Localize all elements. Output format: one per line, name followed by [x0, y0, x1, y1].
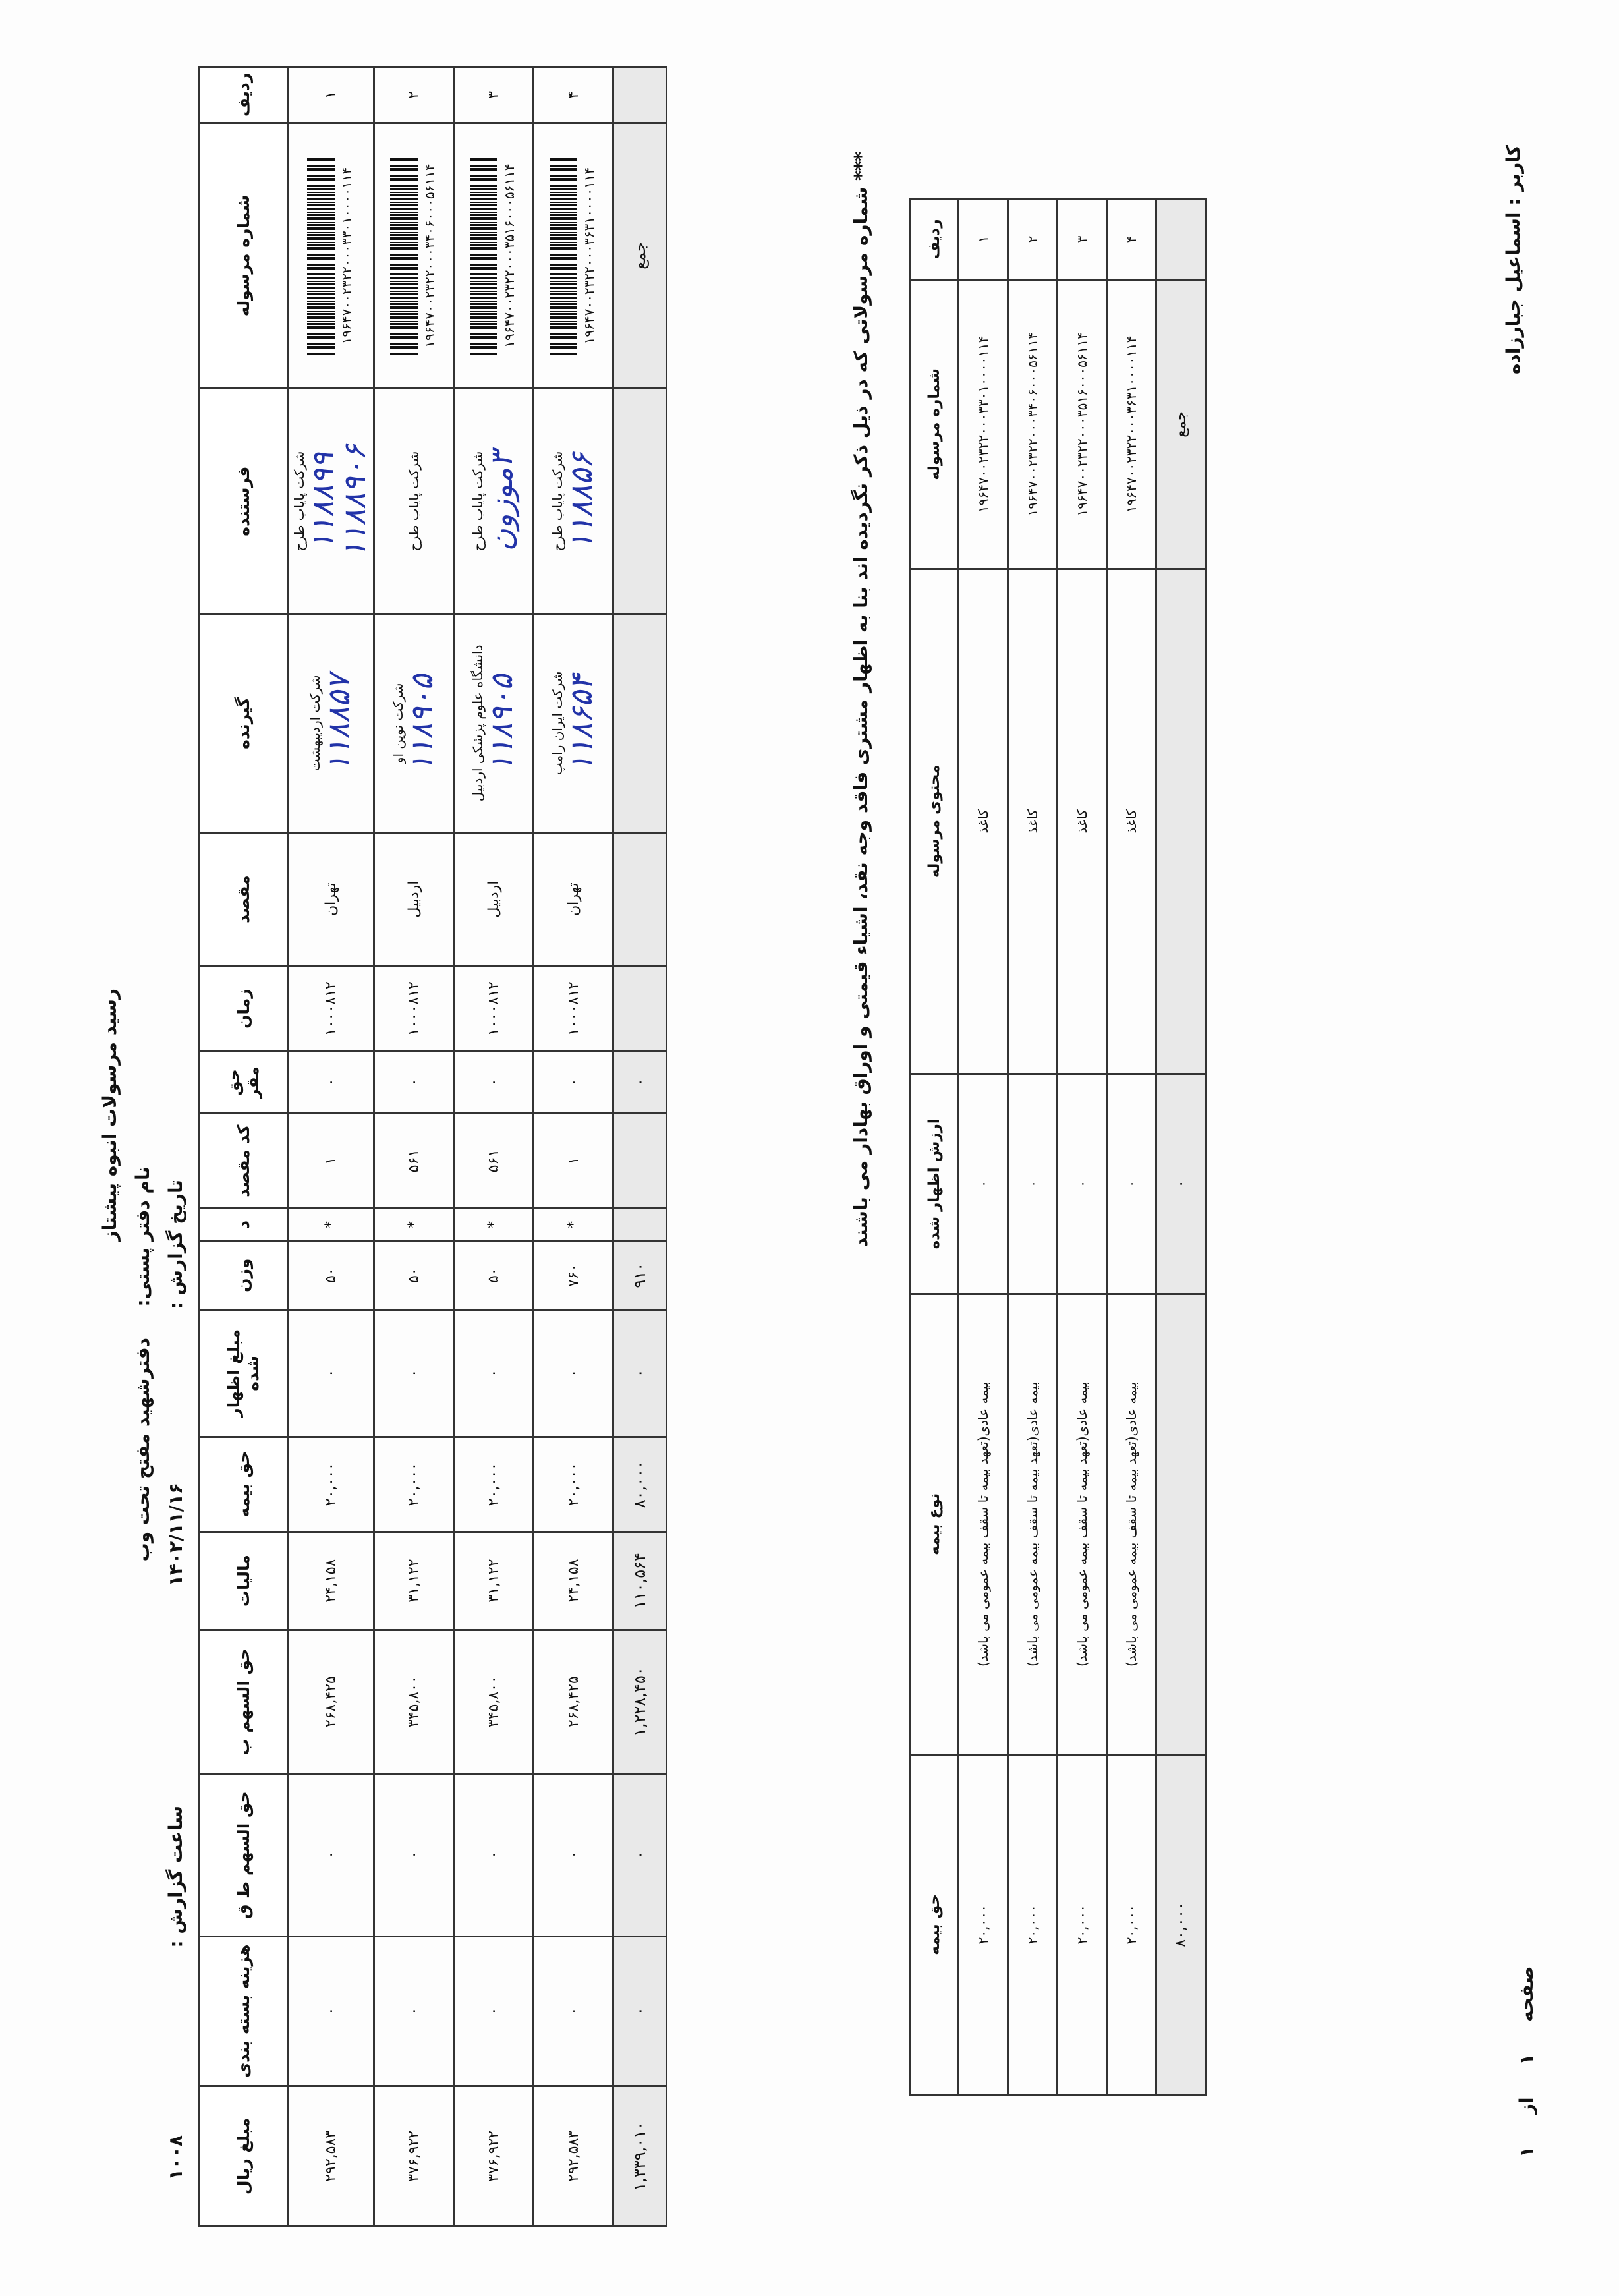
barcode-icon — [390, 157, 418, 355]
cell-packaging: ۰ — [374, 1936, 454, 2086]
cell-declared: ۰ — [288, 1309, 374, 1437]
parcel-number: ۱۹۶۴۷۰۰۲۳۲۲۰۰۰۳۴۰۶۰۰۰۵۶۱۱۴ — [1025, 332, 1040, 517]
col-receiver: گیرنده — [199, 614, 288, 833]
cell-share-tq: ۰ — [454, 1773, 534, 1936]
receiver-handwritten: ۱۱۸۹۰۵ — [404, 674, 440, 772]
page-total: ۱ — [1516, 2146, 1537, 2158]
shipments-table — [198, 66, 667, 2227]
cell-content: کاغذ — [1008, 569, 1058, 1074]
total-label: جمع — [613, 123, 667, 388]
cell-share-b: ۲۶۸,۴۲۵ — [534, 1630, 613, 1773]
cell-packaging: ۰ — [288, 1936, 374, 2086]
parcel-number: ۱۹۶۴۷۰۰۲۳۲۲۰۰۰۳۵۱۶۰۰۰۵۶۱۱۴ — [1074, 332, 1090, 517]
cell-declared: ۰ — [374, 1309, 454, 1437]
of-label: از — [1516, 2097, 1537, 2115]
cell-dest: تهران — [288, 832, 374, 966]
cell-dest — [613, 832, 667, 966]
cell-insurance: ۲۰,۰۰۰ — [288, 1437, 374, 1532]
col-type: نوع بیمه — [911, 1294, 959, 1754]
cell-content: کاغذ — [959, 569, 1008, 1074]
cell-declared: ۰ — [959, 1074, 1008, 1294]
receiver-name: شرکت اردیبهشت — [307, 675, 323, 772]
col-number: شماره مرسوله — [199, 123, 288, 388]
receiver-handwritten: ۱۱۸۸۵۷ — [321, 674, 356, 772]
barcode-icon — [307, 157, 335, 355]
table-row — [374, 67, 454, 2227]
table-row — [1008, 199, 1058, 2095]
sender-handwritten: ۱۱۸۸۹۹ — [305, 452, 341, 550]
cell-dest-code — [613, 1114, 667, 1209]
cell-amount: ۳۷۶,۹۲۲ — [454, 2086, 534, 2226]
cell-number — [1008, 279, 1058, 569]
cell-time — [613, 966, 667, 1051]
cell-declared: ۰ — [534, 1309, 613, 1437]
total-amount: ۱,۳۳۹,۰۱۰ — [613, 2086, 667, 2226]
cell-declared: ۰ — [1058, 1074, 1107, 1294]
cell-row: ۴ — [1107, 199, 1156, 280]
cell-dest-code: ۵۶۱ — [454, 1114, 534, 1209]
receiver-name: شرکت نوین او — [390, 683, 406, 764]
cell-row — [613, 67, 667, 123]
col-share-b: حق السهم ب — [199, 1630, 288, 1773]
parcel-number: ۱۹۶۴۷۰۰۲۳۲۲۰۰۰۳۳۰۱۰۰۰۰۱۱۴ — [975, 335, 991, 513]
cell-content: کاغذ — [1107, 569, 1156, 1074]
cell-receiver — [288, 614, 374, 833]
cell-share-b: ۳۴۵,۸۰۰ — [454, 1630, 534, 1773]
sender-name: شرکت پایاب طرح — [470, 451, 486, 552]
cell-number — [454, 123, 534, 388]
cell-dest-code: ۵۶۱ — [374, 1114, 454, 1209]
parcel-number: ۱۹۶۴۷۰۰۲۳۲۲۰۰۰۳۳۰۱۰۰۰۰۱۱۴ — [338, 167, 355, 345]
cell-declared: ۰ — [1008, 1074, 1058, 1294]
cell-premium: ۲۰,۰۰۰ — [1058, 1754, 1107, 2094]
cell-content: کاغذ — [1058, 569, 1107, 1074]
parcel-number: ۱۹۶۴۷۰۰۲۳۲۲۰۰۰۳۵۱۶۰۰۰۵۶۱۱۴ — [501, 163, 517, 348]
cell-type: بیمه عادی(تعهد بیمه تا سقف بیمه عمومی می باشد) — [1058, 1294, 1107, 1754]
cell-weight: ۵۰ — [374, 1241, 454, 1309]
table-row — [1058, 199, 1107, 2095]
sender-handwritten: ۱۱۸۸۵۶ — [563, 452, 599, 550]
page-number — [1516, 1966, 1537, 2158]
table-row — [959, 199, 1008, 2095]
receiver-handwritten: ۱۱۸۹۰۵ — [484, 674, 519, 772]
cell-d: * — [534, 1209, 613, 1242]
col-dest: مقصد — [199, 832, 288, 966]
cell-haq-maqar: ۰ — [534, 1051, 613, 1113]
total-share-tq: ۰ — [613, 1773, 667, 1936]
cell-haq-maqar: ۰ — [454, 1051, 534, 1113]
cell-tax: ۳۱,۱۲۲ — [374, 1532, 454, 1630]
total-haq-maqar: ۰ — [613, 1051, 667, 1113]
cell-d: * — [288, 1209, 374, 1242]
cell-time: ۱۰۰۰۸۱۲ — [288, 966, 374, 1051]
sender-name: شرکت پایاب طرح — [550, 451, 565, 552]
col-premium: حق بیمه — [911, 1754, 959, 2094]
table-header-row — [199, 67, 288, 2227]
cell-share-tq: ۰ — [534, 1773, 613, 1936]
cell-haq-maqar: ۰ — [288, 1051, 374, 1113]
col-sender: فرستنده — [199, 389, 288, 614]
total-premium: ۸۰,۰۰۰ — [1156, 1754, 1206, 2094]
cell-time: ۱۰۰۰۸۱۲ — [534, 966, 613, 1051]
table-row — [288, 67, 374, 2227]
cell-sender — [613, 389, 667, 614]
cell-number — [1107, 279, 1156, 569]
cell-share-b: ۳۴۵,۸۰۰ — [374, 1630, 454, 1773]
cell-insurance: ۲۰,۰۰۰ — [454, 1437, 534, 1532]
total-weight: ۹۱۰ — [613, 1241, 667, 1309]
cell-number — [1058, 279, 1107, 569]
col-haq-maqar: حق مقر — [199, 1051, 288, 1113]
report-title: رسید مرسولات انبوه پیشتاز — [99, 989, 121, 1242]
cell-row: ۱ — [288, 67, 374, 123]
cell-number — [534, 123, 613, 388]
cell-weight: ۵۰ — [454, 1241, 534, 1309]
cell-receiver — [534, 614, 613, 833]
note-text: *** شماره مرسولاتی که در ذیل ذکر نگردیده اند بنا به اظهار مشتری فاقد وجه نقد، اشیاء قیمتی و اوراق بهادار می باشند — [850, 152, 872, 1248]
table-row — [1107, 199, 1156, 2095]
cell-tax: ۲۴,۱۵۸ — [288, 1532, 374, 1630]
barcode-icon — [550, 157, 577, 355]
cell-tax: ۳۱,۱۲۲ — [454, 1532, 534, 1630]
cell-row — [1156, 199, 1206, 280]
cell-amount: ۲۹۲,۵۸۳ — [534, 2086, 613, 2226]
cell-sender — [374, 389, 454, 614]
user-label: کاربر : اسماعیل جبارزاده — [1502, 145, 1524, 375]
cell-share-tq: ۰ — [374, 1773, 454, 1936]
sender-handwritten: ۳موزون — [484, 451, 519, 552]
col-weight: وزن — [199, 1241, 288, 1309]
col-declared: مبلغ اظهار شده — [199, 1309, 288, 1437]
office-value: دفترشهید مفتح تحت وب — [132, 1338, 154, 1562]
cell-row: ۱ — [959, 199, 1008, 280]
cell-insurance: ۲۰,۰۰۰ — [374, 1437, 454, 1532]
receiver-name: دانشگاه علوم پزشکی اردبیل — [470, 645, 486, 802]
col-tax: مالیات — [199, 1532, 288, 1630]
cell-d: * — [454, 1209, 534, 1242]
cell-premium: ۲۰,۰۰۰ — [959, 1754, 1008, 2094]
cell-premium: ۲۰,۰۰۰ — [1008, 1754, 1058, 2094]
cell-receiver — [613, 614, 667, 833]
parcel-number: ۱۹۶۴۷۰۰۲۳۲۲۰۰۰۳۶۳۱۰۰۰۰۱۱۴ — [581, 167, 597, 345]
cell-type: بیمه عادی(تعهد بیمه تا سقف بیمه عمومی می باشد) — [1008, 1294, 1058, 1754]
cell-row: ۲ — [374, 67, 454, 123]
cell-d — [613, 1209, 667, 1242]
cell-row: ۳ — [1058, 199, 1107, 280]
total-share-b: ۱,۲۲۸,۴۵۰ — [613, 1630, 667, 1773]
table-total-row — [613, 67, 667, 2227]
cell-insurance: ۲۰,۰۰۰ — [534, 1437, 613, 1532]
cell-time: ۱۰۰۰۸۱۲ — [454, 966, 534, 1051]
col-insurance: حق بیمه — [199, 1437, 288, 1532]
table-row — [454, 67, 534, 2227]
office-label: نام دفتر پستی: — [132, 1166, 154, 1307]
time-value: ۱۰۰۸ — [165, 2135, 186, 2181]
cell-type: بیمه عادی(تعهد بیمه تا سقف بیمه عمومی می باشد) — [1107, 1294, 1156, 1754]
total-declared: ۰ — [1156, 1074, 1206, 1294]
cell-weight: ۷۶۰ — [534, 1241, 613, 1309]
total-declared: ۰ — [613, 1309, 667, 1437]
col-time: زمان — [199, 966, 288, 1051]
cell-number — [374, 123, 454, 388]
col-d: د — [199, 1209, 288, 1242]
table-header-row — [911, 199, 959, 2095]
cell-share-b: ۲۶۸,۴۲۵ — [288, 1630, 374, 1773]
cell-amount: ۳۷۶,۹۲۲ — [374, 2086, 454, 2226]
col-declared: ارزش اظهار شده — [911, 1074, 959, 1294]
col-dest-code: کد مقصد — [199, 1114, 288, 1209]
cell-dest: اردبیل — [374, 832, 454, 966]
col-amount: مبلغ ریال — [199, 2086, 288, 2226]
receiver-name: شرکت ایران رامپ — [550, 671, 565, 776]
col-row: ردیف — [199, 67, 288, 123]
cell-declared: ۰ — [454, 1309, 534, 1437]
parcel-number: ۱۹۶۴۷۰۰۲۳۲۲۰۰۰۳۶۳۱۰۰۰۰۱۱۴ — [1123, 335, 1139, 513]
cell-time: ۱۰۰۰۸۱۲ — [374, 966, 454, 1051]
date-value: ۱۴۰۲/۱۱/۱۶ — [165, 1483, 186, 1587]
cell-d: * — [374, 1209, 454, 1242]
cell-receiver — [454, 614, 534, 833]
table-row — [534, 67, 613, 2227]
cell-dest-code: ۱ — [534, 1114, 613, 1209]
cell-dest-code: ۱ — [288, 1114, 374, 1209]
col-row: ردیف — [911, 199, 959, 280]
cell-premium: ۲۰,۰۰۰ — [1107, 1754, 1156, 2094]
cell-sender — [454, 389, 534, 614]
cell-type: بیمه عادی(تعهد بیمه تا سقف بیمه عمومی می باشد) — [959, 1294, 1008, 1754]
col-number: شماره مرسوله — [911, 279, 959, 569]
cell-sender — [288, 389, 374, 614]
total-insurance: ۸۰,۰۰۰ — [613, 1437, 667, 1532]
cell-row: ۲ — [1008, 199, 1058, 280]
col-packaging: هزینه بسته بندی — [199, 1936, 288, 2086]
col-content: محتوی مرسوله — [911, 569, 959, 1074]
total-label: جمع — [1156, 279, 1206, 569]
cell-type — [1156, 1294, 1206, 1754]
parcel-number: ۱۹۶۴۷۰۰۲۳۲۲۰۰۰۳۴۰۶۰۰۰۵۶۱۱۴ — [421, 163, 438, 348]
cell-row: ۴ — [534, 67, 613, 123]
cell-receiver — [374, 614, 454, 833]
cell-dest: اردبیل — [454, 832, 534, 966]
total-packaging: ۰ — [613, 1936, 667, 2086]
cell-sender — [534, 389, 613, 614]
total-tax: ۱۱۰,۵۶۴ — [613, 1532, 667, 1630]
date-label: تاریخ گزارش : — [165, 1180, 186, 1309]
cell-amount: ۲۹۲,۵۸۳ — [288, 2086, 374, 2226]
cell-share-tq: ۰ — [288, 1773, 374, 1936]
insurance-table — [909, 198, 1207, 2096]
cell-content — [1156, 569, 1206, 1074]
sender-name: شرکت پایاب طرح — [291, 451, 307, 552]
table-total-row — [1156, 199, 1206, 2095]
cell-haq-maqar: ۰ — [374, 1051, 454, 1113]
cell-number — [959, 279, 1008, 569]
cell-number — [288, 123, 374, 388]
sender-name: شرکت پایاب طرح — [406, 451, 422, 552]
cell-dest: تهران — [534, 832, 613, 966]
cell-packaging: ۰ — [534, 1936, 613, 2086]
page-current: ۱ — [1516, 2053, 1537, 2065]
cell-weight: ۵۰ — [288, 1241, 374, 1309]
cell-tax: ۲۴,۱۵۸ — [534, 1532, 613, 1630]
cell-declared: ۰ — [1107, 1074, 1156, 1294]
cell-row: ۳ — [454, 67, 534, 123]
col-share-tq: حق السهم ط ق — [199, 1773, 288, 1936]
time-label: ساعت گزارش : — [165, 1806, 186, 1948]
sender-handwritten-2: ۱۱۸۸۹۰۶ — [337, 444, 372, 559]
receiver-handwritten: ۱۱۸۶۵۴ — [563, 674, 599, 772]
cell-packaging: ۰ — [454, 1936, 534, 2086]
page-label: صفحه — [1516, 1966, 1537, 2022]
barcode-icon — [470, 157, 497, 355]
